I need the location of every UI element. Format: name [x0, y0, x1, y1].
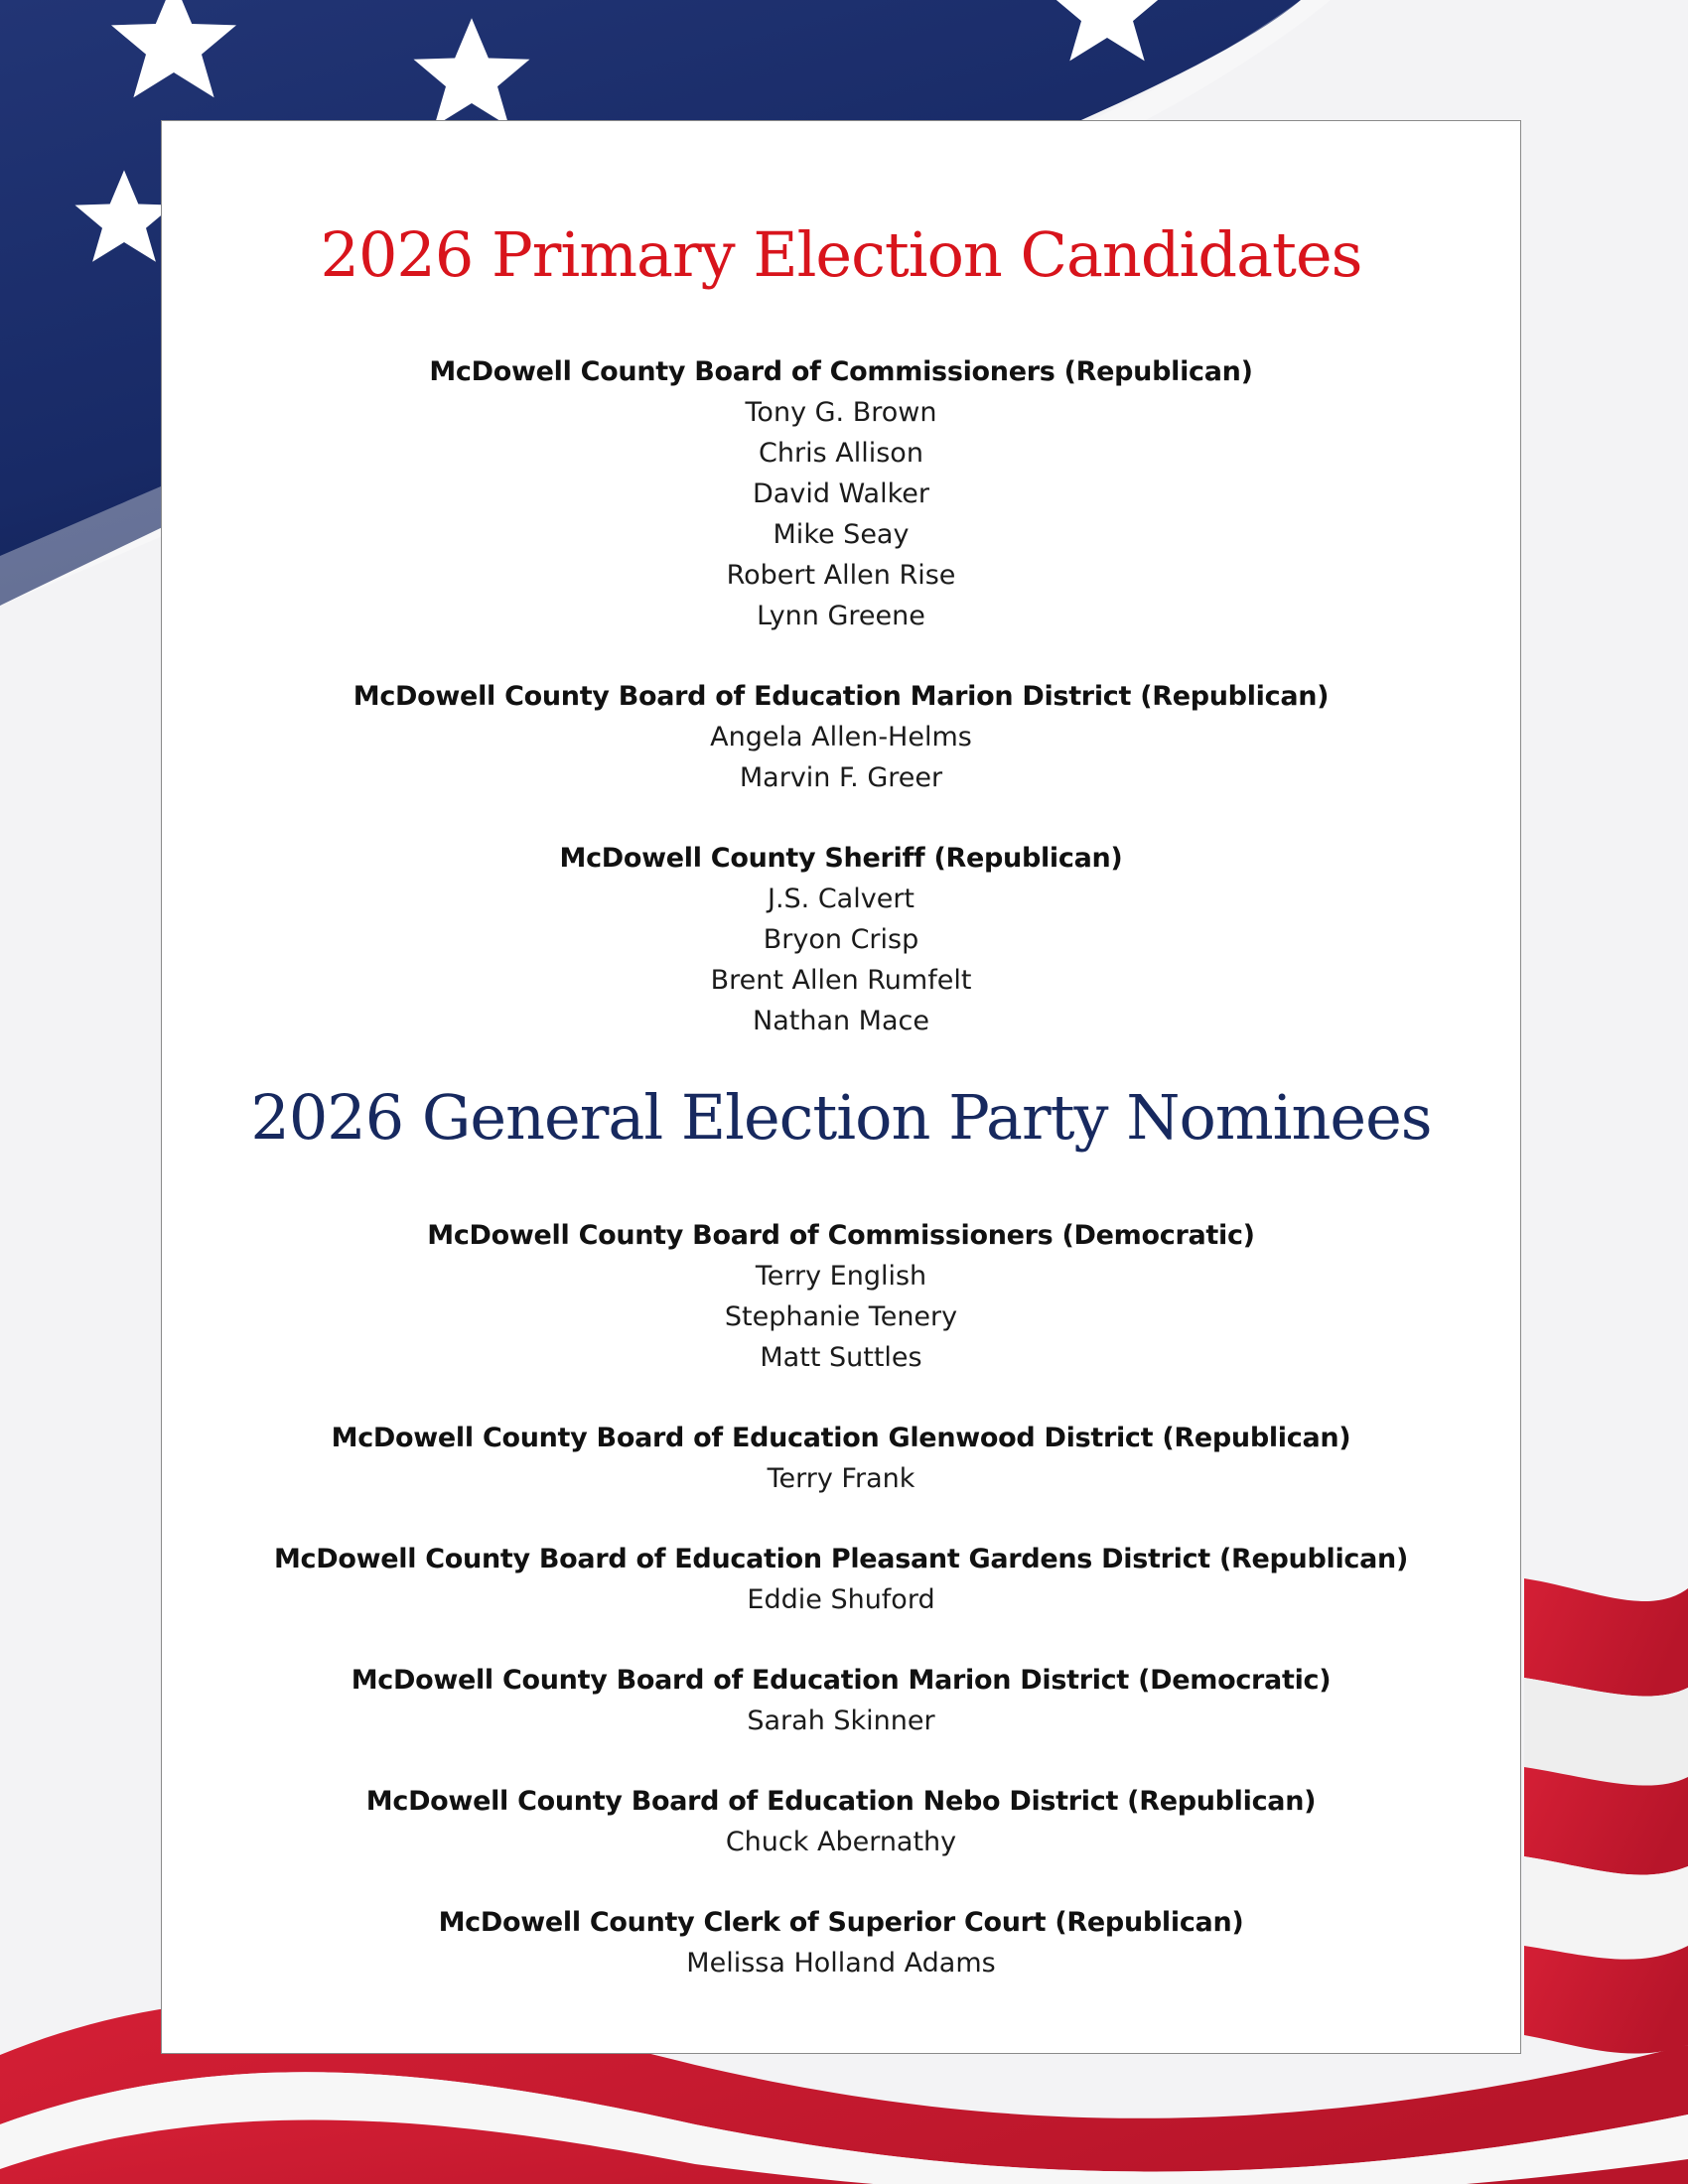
- candidate-name: Melissa Holland Adams: [686, 1948, 996, 1979]
- race-title: McDowell County Board of Education Glenwood District (Republican): [331, 1423, 1351, 1453]
- candidate-name: Sarah Skinner: [747, 1706, 935, 1736]
- candidate-name: David Walker: [753, 478, 929, 509]
- race-title: McDowell County Board of Education Pleasant Gardens District (Republican): [273, 1544, 1408, 1574]
- candidate-name: Mike Seay: [773, 519, 910, 550]
- race-title: McDowell County Board of Education Marion District (Democratic): [351, 1665, 1332, 1696]
- general-races: [162, 1215, 1520, 2023]
- race-block: [162, 1902, 1520, 1983]
- primary-heading: 2026 Primary Election Candidates: [320, 218, 1362, 291]
- race-block: [162, 351, 1520, 636]
- candidate-name: Stephanie Tenery: [724, 1301, 958, 1332]
- candidate-name: Angela Allen-Helms: [710, 722, 972, 752]
- candidate-name: Chris Allison: [759, 438, 923, 469]
- race-title: McDowell County Board of Education Marion District (Republican): [352, 681, 1330, 712]
- race-block: [162, 1660, 1520, 1741]
- general-heading: 2026 General Election Party Nominees: [250, 1081, 1432, 1154]
- candidate-name: Chuck Abernathy: [725, 1827, 957, 1857]
- race-block: [162, 1539, 1520, 1620]
- race-block: [162, 1781, 1520, 1862]
- candidate-name: Nathan Mace: [753, 1006, 929, 1036]
- race-block: [162, 1418, 1520, 1499]
- race-block: [162, 838, 1520, 1041]
- candidate-name: Matt Suttles: [760, 1342, 922, 1373]
- candidate-name: Terry English: [755, 1261, 927, 1292]
- candidate-name: Bryon Crisp: [763, 924, 919, 955]
- candidate-name: Brent Allen Rumfelt: [710, 965, 972, 996]
- candidate-name: J.S. Calvert: [767, 884, 915, 914]
- candidate-name: Robert Allen Rise: [726, 560, 956, 591]
- race-title: McDowell County Sheriff (Republican): [559, 843, 1123, 874]
- candidate-name: Eddie Shuford: [747, 1584, 935, 1615]
- race-title: McDowell County Board of Education Nebo District (Republican): [365, 1786, 1317, 1817]
- candidate-name: Terry Frank: [767, 1463, 915, 1494]
- candidate-name: Marvin F. Greer: [739, 762, 943, 793]
- candidate-list-card: [161, 120, 1521, 2054]
- race-title: McDowell County Board of Commissioners (Democratic): [427, 1220, 1255, 1251]
- candidate-name: Tony G. Brown: [745, 397, 937, 428]
- race-block: [162, 676, 1520, 798]
- candidate-name: Lynn Greene: [757, 601, 925, 631]
- race-title: McDowell County Board of Commissioners (Republican): [429, 356, 1253, 387]
- race-block: [162, 1215, 1520, 1378]
- primary-races: [162, 351, 1520, 1081]
- race-title: McDowell County Clerk of Superior Court (Republican): [438, 1907, 1244, 1938]
